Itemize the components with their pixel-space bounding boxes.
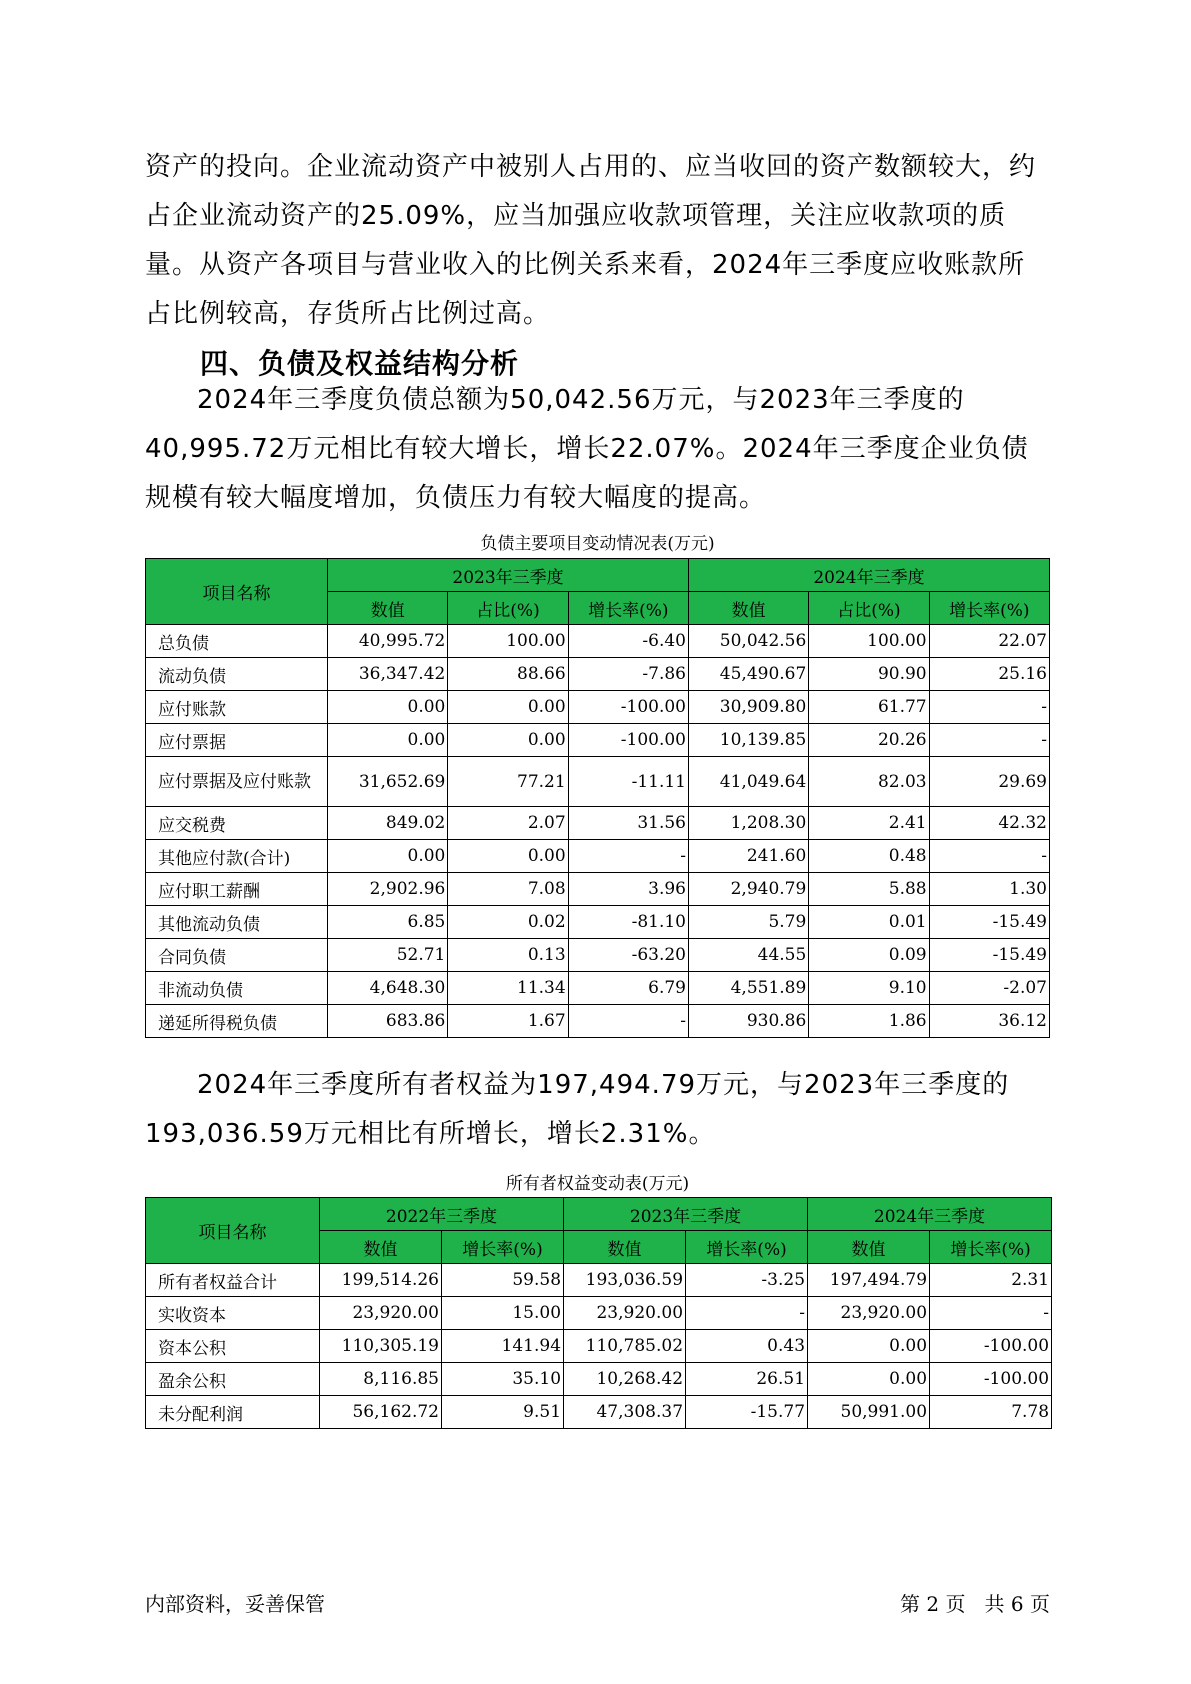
cell-g2: -3.25 — [686, 1264, 808, 1297]
table-row — [146, 873, 1050, 906]
cell-v1: 36,347.42 — [328, 658, 448, 691]
table-row — [146, 1005, 1050, 1038]
cell-g2: 22.07 — [929, 625, 1049, 658]
cell-s1: 0.00 — [448, 724, 568, 757]
liability-table-body — [146, 625, 1050, 1038]
cell-v3: 23,920.00 — [808, 1297, 930, 1330]
cell-s2: 0.48 — [809, 840, 929, 873]
row-label: 合同负债 — [146, 939, 328, 972]
cell-v2: 5.79 — [689, 906, 809, 939]
row-label: 应付职工薪酬 — [146, 873, 328, 906]
cell-s1: 0.02 — [448, 906, 568, 939]
cell-g1: -11.11 — [568, 757, 688, 807]
cell-g3: -100.00 — [930, 1363, 1052, 1396]
cell-g2: 29.69 — [929, 757, 1049, 807]
cell-g3: 2.31 — [930, 1264, 1052, 1297]
row-label: 总负债 — [146, 625, 328, 658]
cell-s2: 0.09 — [809, 939, 929, 972]
row-label: 非流动负债 — [146, 972, 328, 1005]
cell-g3: -100.00 — [930, 1330, 1052, 1363]
table-row — [146, 840, 1050, 873]
cell-g1: 15.00 — [442, 1297, 564, 1330]
cell-s2: 100.00 — [809, 625, 929, 658]
table-row — [146, 1297, 1052, 1330]
cell-v1: 52.71 — [328, 939, 448, 972]
row-label: 应付票据 — [146, 724, 328, 757]
table-row — [146, 625, 1050, 658]
row-label: 递延所得税负债 — [146, 1005, 328, 1038]
cell-g1: -7.86 — [568, 658, 688, 691]
table-row — [146, 972, 1050, 1005]
growth-col-header: 增长率(%) — [929, 592, 1049, 625]
table-row — [146, 1264, 1052, 1297]
period-header: 2024年三季度 — [689, 559, 1050, 592]
cell-v2: 10,139.85 — [689, 724, 809, 757]
row-label: 流动负债 — [146, 658, 328, 691]
table-row — [146, 724, 1050, 757]
cell-s1: 77.21 — [448, 757, 568, 807]
value-col-header: 数值 — [328, 592, 448, 625]
cell-v2: 47,308.37 — [564, 1396, 686, 1429]
period-header: 2022年三季度 — [320, 1198, 564, 1231]
table-row — [146, 1396, 1052, 1429]
cell-s1: 11.34 — [448, 972, 568, 1005]
cell-s2: 1.86 — [809, 1005, 929, 1038]
growth-col-header: 增长率(%) — [442, 1231, 564, 1264]
cell-v3: 0.00 — [808, 1330, 930, 1363]
row-label: 应付账款 — [146, 691, 328, 724]
name-header: 项目名称 — [146, 559, 328, 625]
cell-v1: 6.85 — [328, 906, 448, 939]
cell-v1: 0.00 — [328, 724, 448, 757]
cell-v2: 1,208.30 — [689, 807, 809, 840]
cell-s1: 0.00 — [448, 840, 568, 873]
cell-g1: -100.00 — [568, 691, 688, 724]
period-header: 2023年三季度 — [328, 559, 689, 592]
row-label: 未分配利润 — [146, 1396, 320, 1429]
table-row — [146, 757, 1050, 807]
cell-g1: -81.10 — [568, 906, 688, 939]
cell-g2: 36.12 — [929, 1005, 1049, 1038]
cell-v2: 2,940.79 — [689, 873, 809, 906]
growth-col-header: 增长率(%) — [568, 592, 688, 625]
period-header: 2024年三季度 — [808, 1198, 1052, 1231]
cell-g1: -63.20 — [568, 939, 688, 972]
table-row — [146, 691, 1050, 724]
name-header: 项目名称 — [146, 1198, 320, 1264]
cell-g2: 0.43 — [686, 1330, 808, 1363]
cell-s1: 0.00 — [448, 691, 568, 724]
cell-v1: 31,652.69 — [328, 757, 448, 807]
cell-v2: 241.60 — [689, 840, 809, 873]
cell-v1: 56,162.72 — [320, 1396, 442, 1429]
liability-table — [145, 558, 1050, 1038]
share-col-header: 占比(%) — [809, 592, 929, 625]
page-number: 第 2 页 共 6 页 — [900, 1592, 1050, 1616]
table-row — [146, 1363, 1052, 1396]
growth-col-header: 增长率(%) — [930, 1231, 1052, 1264]
cell-g1: 59.58 — [442, 1264, 564, 1297]
table-row — [146, 807, 1050, 840]
intro-paragraph: 资产的投向。企业流动资产中被别人占用的、应当收回的资产数额较大，约占企业流动资产的25.09%，应当加强应收款项管理，关注应收款项的质量。从资产各项目与营业收入的比例关系来看，2024年三季度应收账款所占比例较高，存货所占比例过高。 — [145, 152, 1037, 329]
cell-g2: - — [929, 724, 1049, 757]
equity-paragraph: 2024年三季度所有者权益为197,494.79万元，与2023年三季度的193,036.59万元相比有所增长，增长2.31%。 — [145, 1070, 1010, 1149]
cell-g2: 42.32 — [929, 807, 1049, 840]
cell-v3: 197,494.79 — [808, 1264, 930, 1297]
growth-col-header: 增长率(%) — [686, 1231, 808, 1264]
equity-table-caption: 所有者权益变动表(万元) — [505, 1174, 690, 1194]
table-row — [146, 939, 1050, 972]
cell-v2: 50,042.56 — [689, 625, 809, 658]
cell-g1: - — [568, 840, 688, 873]
cell-s1: 1.67 — [448, 1005, 568, 1038]
cell-v1: 849.02 — [328, 807, 448, 840]
row-label: 应交税费 — [146, 807, 328, 840]
cell-v2: 193,036.59 — [564, 1264, 686, 1297]
cell-g1: -6.40 — [568, 625, 688, 658]
cell-g1: 35.10 — [442, 1363, 564, 1396]
cell-v1: 8,116.85 — [320, 1363, 442, 1396]
value-col-header: 数值 — [564, 1231, 686, 1264]
liability-table-caption: 负债主要项目变动情况表(万元) — [480, 534, 715, 554]
cell-s1: 88.66 — [448, 658, 568, 691]
cell-g1: 6.79 — [568, 972, 688, 1005]
cell-s2: 61.77 — [809, 691, 929, 724]
cell-g2: 1.30 — [929, 873, 1049, 906]
cell-s2: 0.01 — [809, 906, 929, 939]
period-header: 2023年三季度 — [564, 1198, 808, 1231]
cell-g2: -2.07 — [929, 972, 1049, 1005]
cell-v2: 23,920.00 — [564, 1297, 686, 1330]
cell-v3: 50,991.00 — [808, 1396, 930, 1429]
cell-g1: 9.51 — [442, 1396, 564, 1429]
row-label: 资本公积 — [146, 1330, 320, 1363]
row-label: 所有者权益合计 — [146, 1264, 320, 1297]
cell-g3: 7.78 — [930, 1396, 1052, 1429]
cell-s2: 90.90 — [809, 658, 929, 691]
cell-g2: - — [686, 1297, 808, 1330]
cell-v1: 2,902.96 — [328, 873, 448, 906]
row-label: 其他应付款(合计) — [146, 840, 328, 873]
liability-paragraph: 2024年三季度负债总额为50,042.56万元，与2023年三季度的40,995.72万元相比有较大增长，增长22.07%。2024年三季度企业负债规模有较大幅度增加，负债压力有较大幅度的提高。 — [145, 385, 1029, 513]
cell-g1: -100.00 — [568, 724, 688, 757]
cell-g2: - — [929, 691, 1049, 724]
cell-s2: 9.10 — [809, 972, 929, 1005]
row-label: 应付票据及应付账款 — [146, 757, 328, 807]
cell-v1: 110,305.19 — [320, 1330, 442, 1363]
section-heading: 四、负债及权益结构分析 — [200, 347, 520, 380]
row-label: 盈余公积 — [146, 1363, 320, 1396]
cell-v2: 44.55 — [689, 939, 809, 972]
cell-s2: 2.41 — [809, 807, 929, 840]
cell-g2: - — [929, 840, 1049, 873]
table-row — [146, 658, 1050, 691]
cell-g2: -15.49 — [929, 906, 1049, 939]
cell-g1: 141.94 — [442, 1330, 564, 1363]
value-col-header: 数值 — [808, 1231, 930, 1264]
equity-table-body — [146, 1264, 1052, 1429]
cell-v3: 0.00 — [808, 1363, 930, 1396]
cell-v2: 930.86 — [689, 1005, 809, 1038]
cell-g1: - — [568, 1005, 688, 1038]
table-row — [146, 906, 1050, 939]
cell-g3: - — [930, 1297, 1052, 1330]
cell-g2: -15.49 — [929, 939, 1049, 972]
cell-v1: 0.00 — [328, 691, 448, 724]
cell-v2: 41,049.64 — [689, 757, 809, 807]
cell-v1: 4,648.30 — [328, 972, 448, 1005]
cell-s2: 5.88 — [809, 873, 929, 906]
cell-g2: -15.77 — [686, 1396, 808, 1429]
cell-s1: 100.00 — [448, 625, 568, 658]
cell-g1: 31.56 — [568, 807, 688, 840]
equity-table — [145, 1197, 1052, 1429]
cell-v2: 45,490.67 — [689, 658, 809, 691]
cell-v1: 199,514.26 — [320, 1264, 442, 1297]
cell-v1: 40,995.72 — [328, 625, 448, 658]
cell-g1: 3.96 — [568, 873, 688, 906]
cell-v1: 683.86 — [328, 1005, 448, 1038]
cell-s1: 7.08 — [448, 873, 568, 906]
cell-v2: 10,268.42 — [564, 1363, 686, 1396]
cell-g2: 25.16 — [929, 658, 1049, 691]
cell-g2: 26.51 — [686, 1363, 808, 1396]
row-label: 其他流动负债 — [146, 906, 328, 939]
share-col-header: 占比(%) — [448, 592, 568, 625]
value-col-header: 数值 — [320, 1231, 442, 1264]
cell-s1: 0.13 — [448, 939, 568, 972]
value-col-header: 数值 — [689, 592, 809, 625]
cell-v1: 23,920.00 — [320, 1297, 442, 1330]
cell-s1: 2.07 — [448, 807, 568, 840]
cell-v2: 30,909.80 — [689, 691, 809, 724]
cell-v2: 110,785.02 — [564, 1330, 686, 1363]
cell-s2: 82.03 — [809, 757, 929, 807]
cell-s2: 20.26 — [809, 724, 929, 757]
cell-v1: 0.00 — [328, 840, 448, 873]
cell-v2: 4,551.89 — [689, 972, 809, 1005]
row-label: 实收资本 — [146, 1297, 320, 1330]
table-row — [146, 1330, 1052, 1363]
footer-left: 内部资料，妥善保管 — [145, 1592, 325, 1616]
